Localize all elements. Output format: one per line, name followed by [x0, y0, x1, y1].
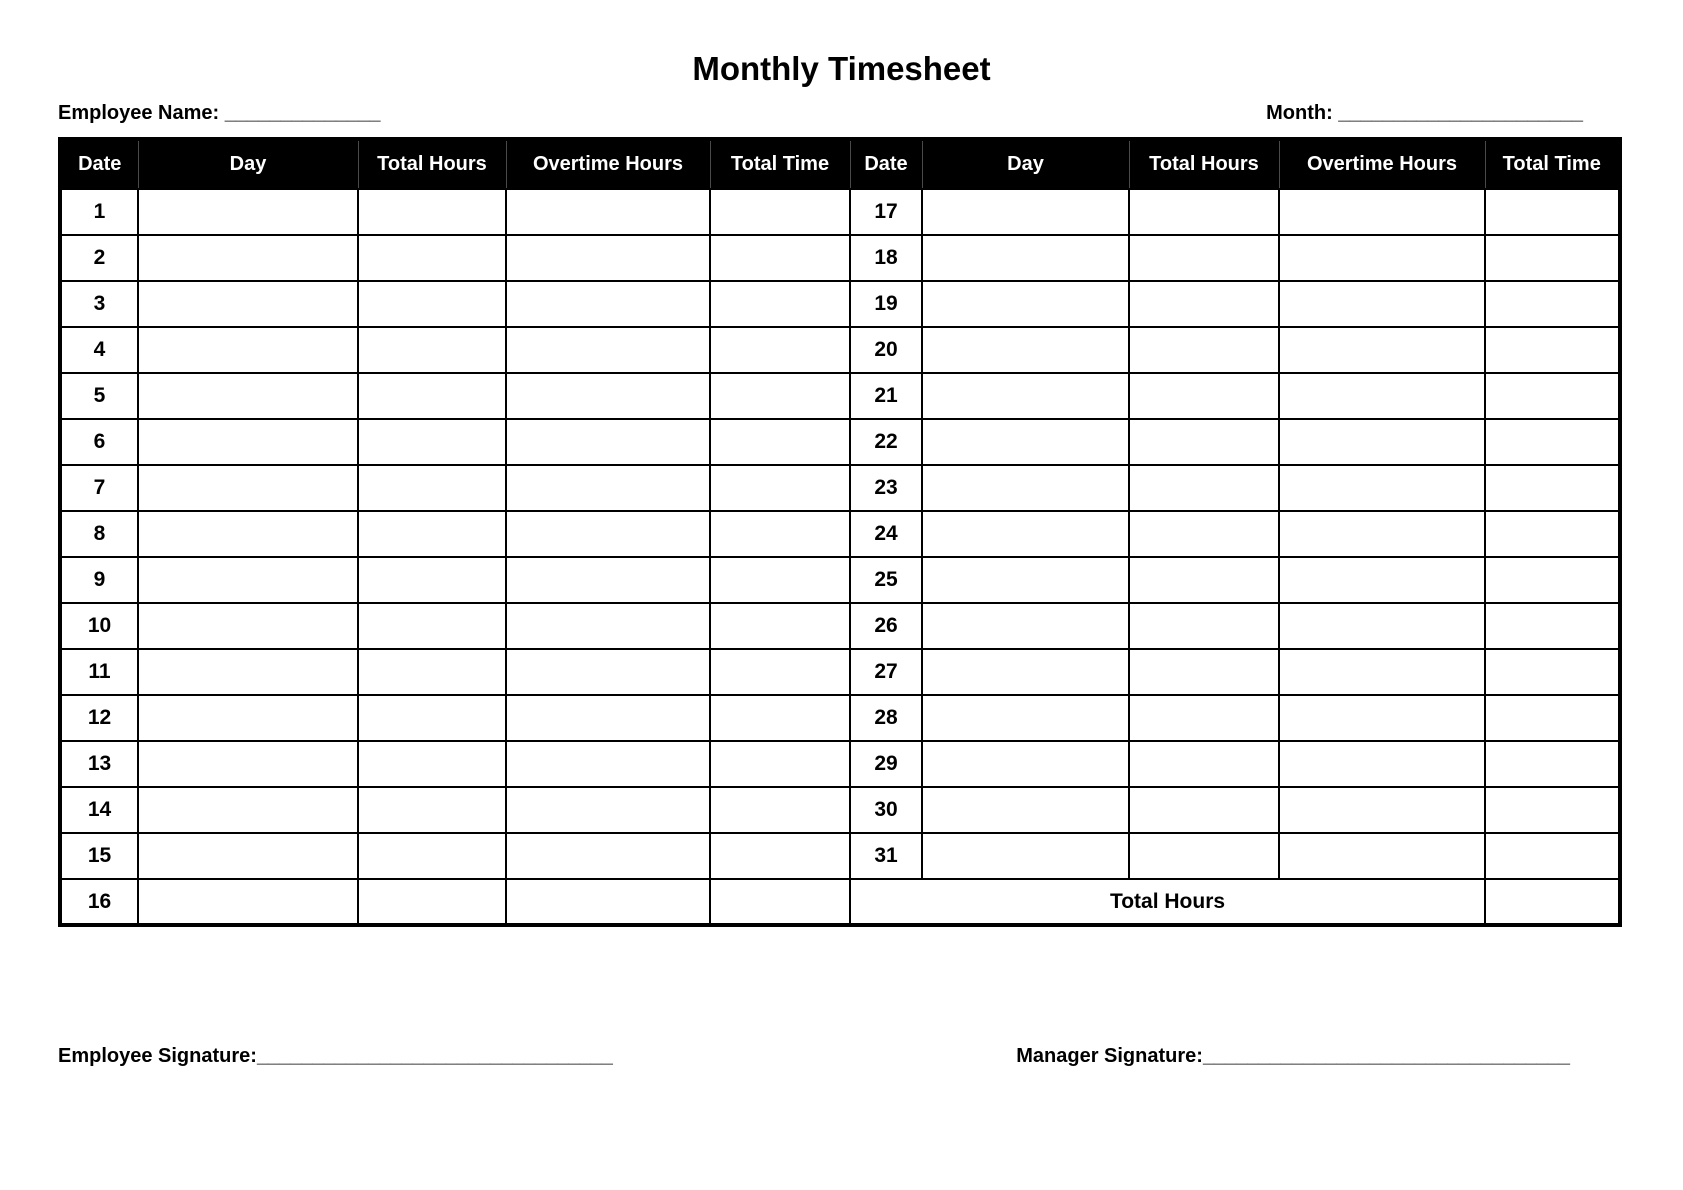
date-cell: 30 — [850, 787, 922, 833]
date-cell: 17 — [850, 189, 922, 235]
total-hours-cell[interactable] — [358, 373, 506, 419]
total-time-cell[interactable] — [710, 649, 850, 695]
total-hours-cell[interactable] — [358, 511, 506, 557]
date-cell: 18 — [850, 235, 922, 281]
total-time-cell[interactable] — [1485, 741, 1620, 787]
total-hours-cell[interactable] — [1129, 557, 1279, 603]
manager-signature-label: Manager Signature: — [1016, 1045, 1203, 1067]
date-cell: 5 — [60, 373, 138, 419]
timesheet-row — [60, 695, 1620, 741]
total-hours-cell[interactable] — [358, 649, 506, 695]
manager-signature-line — [1016, 1044, 1570, 1068]
overtime-hours-cell[interactable] — [506, 557, 710, 603]
employee-name-blank[interactable]: ______________ — [224, 102, 381, 124]
col-header-total-time-right: Total Time — [1485, 139, 1620, 189]
overtime-hours-cell[interactable] — [506, 327, 710, 373]
total-hours-cell[interactable] — [358, 419, 506, 465]
overtime-hours-cell[interactable] — [1279, 649, 1485, 695]
day-cell[interactable] — [138, 649, 358, 695]
timesheet-row — [60, 741, 1620, 787]
overtime-hours-cell[interactable] — [1279, 189, 1485, 235]
signature-row — [58, 1044, 1570, 1068]
timesheet-row — [60, 833, 1620, 879]
total-time-cell[interactable] — [710, 833, 850, 879]
total-time-cell[interactable] — [710, 419, 850, 465]
day-cell[interactable] — [138, 511, 358, 557]
month-blank[interactable]: ______________________ — [1338, 102, 1583, 124]
day-cell[interactable] — [922, 833, 1129, 879]
total-time-cell[interactable] — [1485, 833, 1620, 879]
total-hours-cell[interactable] — [358, 833, 506, 879]
overtime-hours-cell[interactable] — [506, 235, 710, 281]
day-cell[interactable] — [922, 695, 1129, 741]
employee-name-line — [58, 101, 380, 125]
day-cell[interactable] — [138, 419, 358, 465]
overtime-hours-cell[interactable] — [506, 373, 710, 419]
overtime-hours-cell[interactable] — [1279, 235, 1485, 281]
overtime-hours-cell[interactable] — [1279, 603, 1485, 649]
date-cell: 23 — [850, 465, 922, 511]
col-header-date-right: Date — [850, 139, 922, 189]
total-hours-cell[interactable] — [358, 603, 506, 649]
total-hours-cell[interactable] — [358, 557, 506, 603]
total-time-cell[interactable] — [710, 603, 850, 649]
total-hours-cell[interactable] — [1129, 465, 1279, 511]
date-cell: 21 — [850, 373, 922, 419]
total-hours-summary-value[interactable] — [1485, 879, 1620, 925]
col-header-total-time-left: Total Time — [710, 139, 850, 189]
total-hours-cell[interactable] — [358, 327, 506, 373]
col-header-overtime-hours-left: Overtime Hours — [506, 139, 710, 189]
total-time-cell[interactable] — [710, 327, 850, 373]
date-cell: 16 — [60, 879, 138, 925]
date-cell: 15 — [60, 833, 138, 879]
total-time-cell[interactable] — [710, 787, 850, 833]
total-time-cell[interactable] — [710, 557, 850, 603]
col-header-day-left: Day — [138, 139, 358, 189]
total-time-cell[interactable] — [1485, 603, 1620, 649]
day-cell[interactable] — [138, 603, 358, 649]
date-cell: 7 — [60, 465, 138, 511]
date-cell: 3 — [60, 281, 138, 327]
timesheet-row — [60, 879, 1620, 925]
date-cell: 29 — [850, 741, 922, 787]
day-cell[interactable] — [922, 189, 1129, 235]
timesheet-row — [60, 649, 1620, 695]
total-hours-cell[interactable] — [1129, 189, 1279, 235]
total-time-cell[interactable] — [1485, 787, 1620, 833]
date-cell: 24 — [850, 511, 922, 557]
total-hours-cell[interactable] — [358, 695, 506, 741]
day-cell[interactable] — [922, 511, 1129, 557]
total-hours-cell[interactable] — [1129, 235, 1279, 281]
overtime-hours-cell[interactable] — [1279, 281, 1485, 327]
day-cell[interactable] — [922, 373, 1129, 419]
overtime-hours-cell[interactable] — [506, 741, 710, 787]
day-cell[interactable] — [138, 557, 358, 603]
total-time-cell[interactable] — [1485, 695, 1620, 741]
timesheet-row — [60, 235, 1620, 281]
day-cell[interactable] — [922, 603, 1129, 649]
date-cell: 2 — [60, 235, 138, 281]
overtime-hours-cell[interactable] — [506, 189, 710, 235]
meta-row — [58, 101, 1583, 125]
col-header-day-right: Day — [922, 139, 1129, 189]
timesheet-row — [60, 557, 1620, 603]
date-cell: 10 — [60, 603, 138, 649]
day-cell[interactable] — [138, 235, 358, 281]
date-cell: 28 — [850, 695, 922, 741]
total-time-cell[interactable] — [710, 741, 850, 787]
total-time-cell[interactable] — [710, 511, 850, 557]
timesheet-row — [60, 465, 1620, 511]
total-hours-cell[interactable] — [358, 465, 506, 511]
total-hours-cell[interactable] — [1129, 511, 1279, 557]
timesheet-row — [60, 603, 1620, 649]
total-time-cell[interactable] — [1485, 557, 1620, 603]
total-time-cell[interactable] — [1485, 465, 1620, 511]
total-hours-cell[interactable] — [358, 189, 506, 235]
col-header-overtime-hours-right: Overtime Hours — [1279, 139, 1485, 189]
total-time-cell[interactable] — [1485, 649, 1620, 695]
timesheet-row — [60, 281, 1620, 327]
date-cell: 4 — [60, 327, 138, 373]
overtime-hours-cell[interactable] — [1279, 327, 1485, 373]
date-cell: 8 — [60, 511, 138, 557]
total-time-cell[interactable] — [1485, 189, 1620, 235]
total-hours-cell[interactable] — [358, 281, 506, 327]
timesheet-row — [60, 373, 1620, 419]
total-time-cell[interactable] — [1485, 281, 1620, 327]
date-cell: 6 — [60, 419, 138, 465]
date-cell: 12 — [60, 695, 138, 741]
employee-name-label: Employee Name: — [58, 102, 225, 124]
total-time-cell[interactable] — [710, 189, 850, 235]
overtime-hours-cell[interactable] — [506, 603, 710, 649]
overtime-hours-cell[interactable] — [1279, 557, 1485, 603]
total-hours-cell[interactable] — [358, 879, 506, 925]
date-cell: 11 — [60, 649, 138, 695]
date-cell: 1 — [60, 189, 138, 235]
day-cell[interactable] — [922, 419, 1129, 465]
day-cell[interactable] — [922, 465, 1129, 511]
total-hours-cell[interactable] — [1129, 833, 1279, 879]
day-cell[interactable] — [922, 649, 1129, 695]
day-cell[interactable] — [138, 189, 358, 235]
total-hours-cell[interactable] — [1129, 649, 1279, 695]
date-cell: 20 — [850, 327, 922, 373]
total-time-cell[interactable] — [710, 235, 850, 281]
day-cell[interactable] — [138, 695, 358, 741]
total-time-cell[interactable] — [1485, 419, 1620, 465]
timesheet-row — [60, 327, 1620, 373]
total-hours-cell[interactable] — [1129, 281, 1279, 327]
employee-signature-line — [58, 1044, 613, 1068]
total-hours-cell[interactable] — [1129, 419, 1279, 465]
col-header-total-hours-right: Total Hours — [1129, 139, 1279, 189]
total-hours-cell[interactable] — [358, 741, 506, 787]
total-hours-summary-label: Total Hours — [850, 879, 1485, 925]
day-cell[interactable] — [138, 465, 358, 511]
day-cell[interactable] — [138, 833, 358, 879]
overtime-hours-cell[interactable] — [506, 649, 710, 695]
col-header-total-hours-left: Total Hours — [358, 139, 506, 189]
day-cell[interactable] — [922, 281, 1129, 327]
overtime-hours-cell[interactable] — [1279, 419, 1485, 465]
day-cell[interactable] — [138, 879, 358, 925]
day-cell[interactable] — [138, 327, 358, 373]
timesheet-row — [60, 419, 1620, 465]
day-cell[interactable] — [922, 787, 1129, 833]
overtime-hours-cell[interactable] — [506, 695, 710, 741]
date-cell: 31 — [850, 833, 922, 879]
day-cell[interactable] — [138, 373, 358, 419]
overtime-hours-cell[interactable] — [506, 281, 710, 327]
overtime-hours-cell[interactable] — [506, 465, 710, 511]
date-cell: 26 — [850, 603, 922, 649]
timesheet-row — [60, 787, 1620, 833]
date-cell: 27 — [850, 649, 922, 695]
employee-signature-label: Employee Signature: — [58, 1045, 257, 1067]
total-hours-cell[interactable] — [1129, 327, 1279, 373]
overtime-hours-cell[interactable] — [506, 787, 710, 833]
total-hours-cell[interactable] — [358, 787, 506, 833]
overtime-hours-cell[interactable] — [1279, 465, 1485, 511]
day-cell[interactable] — [138, 741, 358, 787]
total-time-cell[interactable] — [1485, 327, 1620, 373]
total-time-cell[interactable] — [1485, 511, 1620, 557]
overtime-hours-cell[interactable] — [1279, 511, 1485, 557]
total-time-cell[interactable] — [1485, 373, 1620, 419]
col-header-date-left: Date — [60, 139, 138, 189]
total-hours-cell[interactable] — [1129, 695, 1279, 741]
day-cell[interactable] — [138, 281, 358, 327]
total-time-cell[interactable] — [710, 879, 850, 925]
total-hours-cell[interactable] — [1129, 373, 1279, 419]
total-time-cell[interactable] — [1485, 235, 1620, 281]
date-cell: 25 — [850, 557, 922, 603]
total-time-cell[interactable] — [710, 373, 850, 419]
header-row — [60, 139, 1620, 189]
overtime-hours-cell[interactable] — [506, 879, 710, 925]
timesheet-row — [60, 189, 1620, 235]
date-cell: 9 — [60, 557, 138, 603]
month-label: Month: — [1266, 102, 1339, 124]
day-cell[interactable] — [922, 235, 1129, 281]
date-cell: 14 — [60, 787, 138, 833]
total-hours-cell[interactable] — [1129, 787, 1279, 833]
day-cell[interactable] — [922, 741, 1129, 787]
day-cell[interactable] — [922, 327, 1129, 373]
manager-signature-blank[interactable]: _________________________________ — [1202, 1045, 1570, 1067]
date-cell: 19 — [850, 281, 922, 327]
page-title: Monthly Timesheet — [692, 50, 991, 87]
overtime-hours-cell[interactable] — [1279, 695, 1485, 741]
overtime-hours-cell[interactable] — [1279, 373, 1485, 419]
overtime-hours-cell[interactable] — [506, 833, 710, 879]
day-cell[interactable] — [922, 557, 1129, 603]
month-line — [1266, 101, 1583, 125]
total-hours-cell[interactable] — [358, 235, 506, 281]
overtime-hours-cell[interactable] — [1279, 741, 1485, 787]
date-cell: 13 — [60, 741, 138, 787]
employee-signature-blank[interactable]: ________________________________ — [256, 1045, 613, 1067]
total-hours-cell[interactable] — [1129, 603, 1279, 649]
total-hours-cell[interactable] — [1129, 741, 1279, 787]
overtime-hours-cell[interactable] — [1279, 833, 1485, 879]
total-time-cell[interactable] — [710, 281, 850, 327]
timesheet-table — [58, 137, 1622, 927]
total-time-cell[interactable] — [710, 695, 850, 741]
day-cell[interactable] — [138, 787, 358, 833]
overtime-hours-cell[interactable] — [506, 419, 710, 465]
date-cell: 22 — [850, 419, 922, 465]
overtime-hours-cell[interactable] — [1279, 787, 1485, 833]
overtime-hours-cell[interactable] — [506, 511, 710, 557]
timesheet-row — [60, 511, 1620, 557]
total-time-cell[interactable] — [710, 465, 850, 511]
